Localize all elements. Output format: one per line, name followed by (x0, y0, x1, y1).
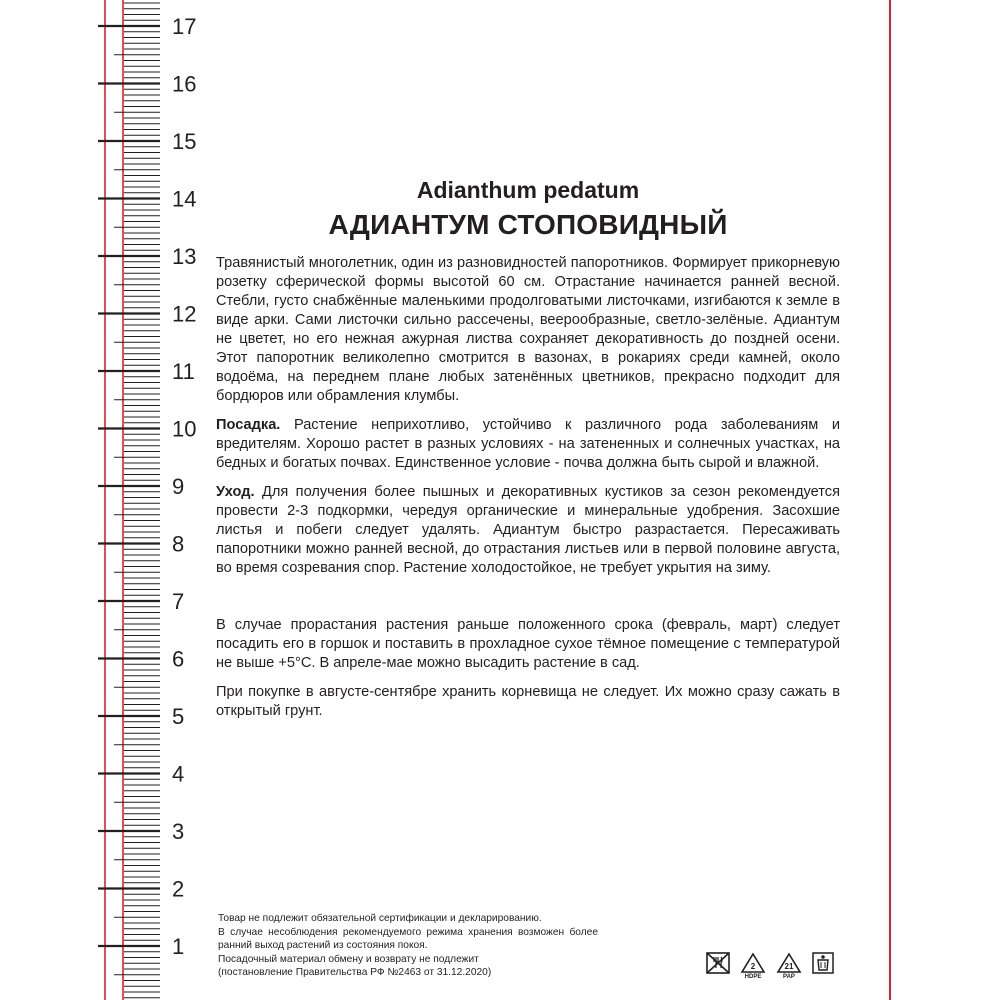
ruler-label: 2 (172, 876, 185, 902)
footer-line-4: (постановление Правительства РФ №2463 от 31.12.2020) (218, 967, 492, 979)
ruler-label: 4 (172, 761, 185, 787)
hdpe-label: HDPE (744, 974, 762, 980)
recycle-hdpe-icon (740, 952, 766, 980)
product-title: АДИАНТУМ СТОПОВИДНЫЙ (328, 209, 728, 240)
legal-footer (218, 912, 598, 980)
ruler-label: 17 (172, 14, 197, 39)
ruler-label: 11 (172, 359, 195, 384)
spacer (216, 588, 840, 616)
page-border-line (889, 0, 891, 1000)
care-section (216, 483, 840, 578)
ruler-label: 7 (172, 589, 185, 614)
description: Травянистый многолетник, один из разновидностей папоротников. Формирует прикорневую розетку сферической формы высотой 60 см. Отрастание начинается ранней весной. Стебли, густо снабжённые маленькими продолговатыми листочками, изгибаются к земле в виде арки. Сами листочки сильно рассечены, веерообразные, светло-зелёные. Адиантум не цветет, но его нежная ажурная листва сохраняет декоративность до поздней осени. Этот папоротник великолепно смотрится в вазонах, в рокариях среди камней, около водоёма, на переднем плане любых затенённых цветников, прекрасно подходит для бордюров или обрамления клумбы. (216, 255, 840, 404)
no-food-contact-icon (706, 952, 730, 974)
latin-name: Adianthum pedatum (416, 177, 640, 203)
ruler-label: 15 (172, 129, 197, 154)
hdpe-code: 2 (750, 962, 756, 971)
ruler-label: 9 (172, 474, 185, 499)
ruler-label: 13 (172, 244, 197, 269)
storage-note: При покупке в августе-сентябре хранить корневища не следует. Их можно сразу сажать в открытый грунт. (216, 684, 840, 719)
care-label: Уход. (216, 484, 255, 500)
early-sprout-note: В случае прорастания растения раньше положенного срока (февраль, март) следует посадить его в горшок и поставить в прохладное сухое тёмное помещение с температурой не выше +5°C. В апреле-мае можно высадить растение в сад. (216, 617, 840, 671)
trash-bin-icon (812, 952, 834, 974)
pap-label: PAP (783, 974, 795, 980)
footer-line-2: В случае несоблюдения рекомендуемого режима хранения возможен более ранний выход растений из состояния покоя. (218, 926, 598, 952)
ruler-label: 5 (172, 704, 185, 729)
ruler-label: 6 (172, 646, 185, 672)
footer-line-3: Посадочный материал обмену и возврату не подлежит (218, 953, 479, 965)
recycling-icons (706, 952, 834, 980)
pap-code: 21 (784, 962, 794, 971)
ruler-label: 14 (172, 186, 197, 212)
ruler-label: 1 (172, 934, 185, 959)
ruler-label: 3 (172, 819, 185, 844)
ruler-label: 12 (172, 301, 197, 327)
ruler (0, 0, 205, 1000)
main-text (216, 176, 840, 731)
ruler-scale (0, 0, 205, 1000)
planting-section (216, 416, 840, 473)
ruler-label: 16 (172, 71, 197, 97)
recycle-pap-icon (776, 952, 802, 980)
ruler-label: 10 (172, 416, 197, 442)
care-text: Для получения более пышных и декоративных кустиков за сезон рекомендуется провести 2-3 подкормки, чередуя органические и минеральные удобрения. Засохшие листья и побеги следует удалять. Адиантум быстро разрастается. Пересаживать папоротники можно ранней весной, до отрастания листьев или в первой половине августа, во время созревания спор. Растение холодостойкое, не требует укрытия на зиму. (216, 484, 840, 576)
ruler-label: 8 (172, 531, 185, 557)
footer-line-1: Товар не подлежит обязательной сертификации и декларированию. (218, 913, 542, 924)
planting-text: Растение неприхотливо, устойчиво к различного рода заболеваниям и вредителям. Хорошо растет в разных условиях - на затененных и солнечных участках, на бедных и богатых почвах. Единственное условие - почва должна быть сырой и влажной. (216, 417, 840, 471)
planting-label: Посадка. (216, 417, 281, 433)
